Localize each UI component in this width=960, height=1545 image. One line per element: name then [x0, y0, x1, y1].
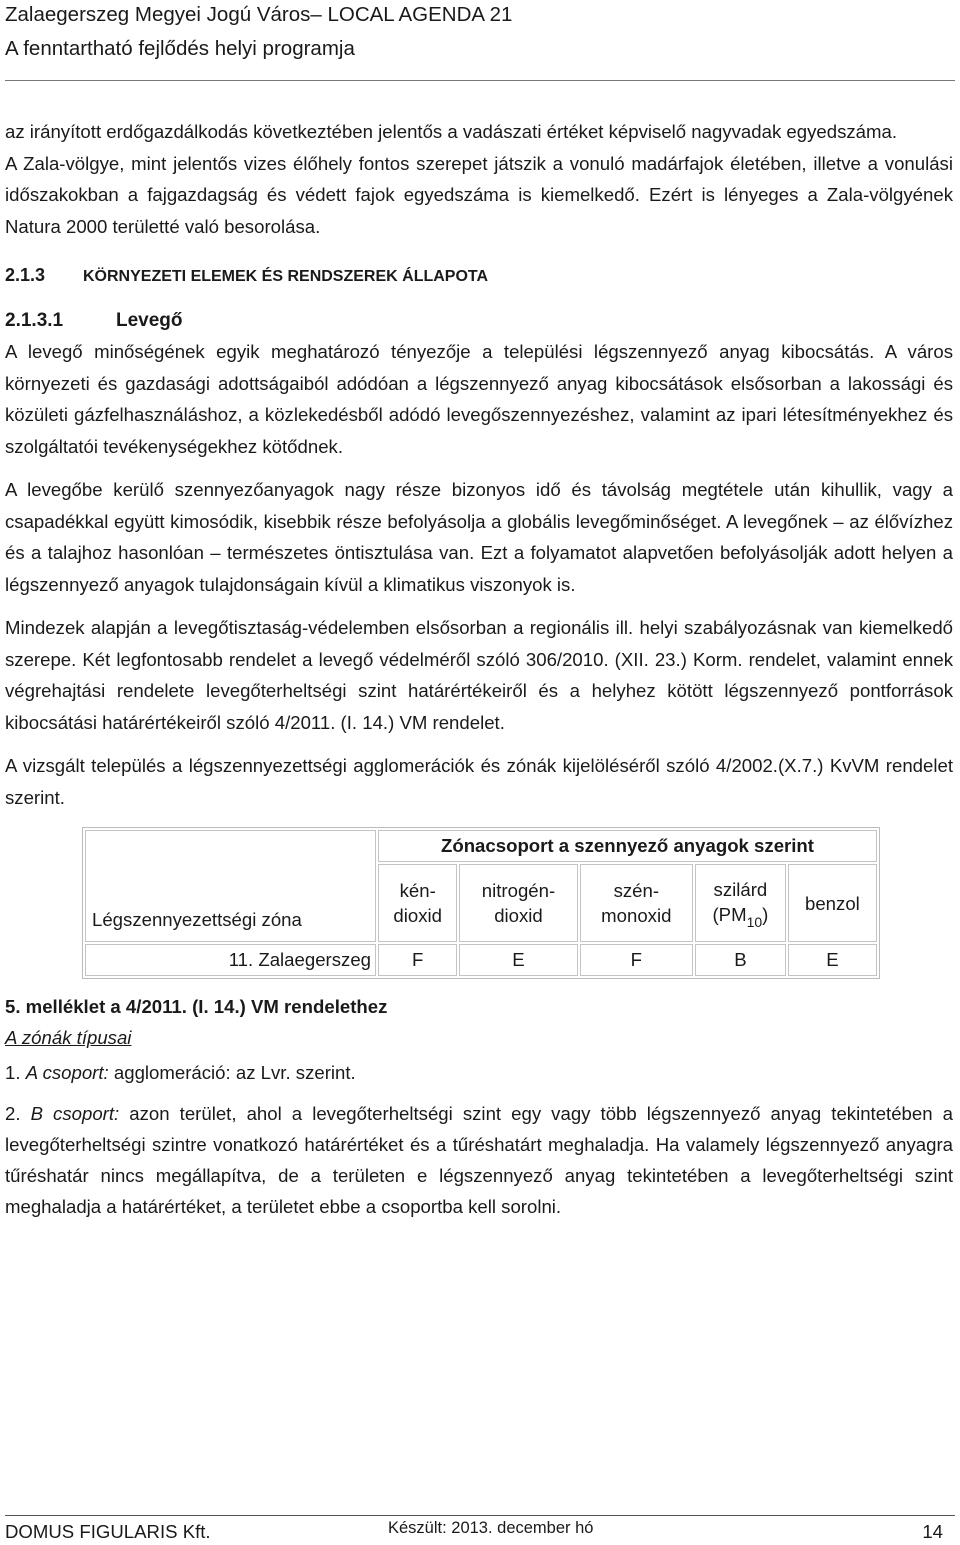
- annex-item-b: 2. B csoport: azon terület, ahol a levegőterheltségi szint egy vagy több légszennyező anyag tekintetében a levegőterheltségi szintre vonatkozó határértéket és a tűréshatárt meghaladja. Ha valamely légszennyező anyagra tűréshatár nincs megállapítva, de a területen e légszennyező anyag tekintetében a levegőterheltségi szint meghaladja a határértéket, a területet ebbe a csoportba kell sorolni.: [5, 1103, 953, 1217]
- page-header: [5, 0, 955, 70]
- page-number: 14: [922, 1521, 943, 1542]
- header-rule: [5, 80, 955, 81]
- section-title: KÖRNYEZETI ELEMEK ÉS RENDSZEREK ÁLLAPOTA: [83, 268, 489, 285]
- col-header-nitrogendioxid: nitrogén- dioxid: [459, 864, 577, 942]
- paragraph-6: A vizsgált település a légszennyezettségi agglomerációk és zónák kijelöléséről szóló 4/2002.(X.7.) KvVM rendelet szerint.: [5, 755, 953, 808]
- section-heading: [5, 260, 953, 293]
- zone-table: [82, 827, 880, 979]
- zone-table-wrapper: [82, 827, 880, 979]
- col-header-szenmonoxid: szén- monoxid: [580, 864, 693, 942]
- annex-section: [5, 991, 953, 1222]
- cell-nitrogendioxid: E: [459, 944, 577, 976]
- col-header-kendioxid: kén- dioxid: [378, 864, 457, 942]
- annex-subtitle-line: [5, 1022, 953, 1053]
- table-row: [85, 944, 877, 976]
- section-number: 2.1.3: [5, 265, 46, 285]
- cell-kendioxid: F: [378, 944, 457, 976]
- col-header-pm10: szilárd $(PM_{10})$: [695, 864, 786, 942]
- table-title: Zónacsoport a szennyező anyagok szerint: [378, 830, 877, 862]
- subsection-number: 2.1.3.1: [5, 309, 64, 331]
- paragraph-4: A levegőbe kerülő szennyezőanyagok nagy része bizonyos idő és távolság megtétele után kihullik, vagy a csapadékkal együtt kimosódik, kisebbik része befolyásolja a globális levegőminőséget. A levegőnek – az élővízhez és a talajhoz hasonlóan – természetes öntisztulása van. Ezt a folyamatot alapvetően befolyásolják adott helyen a légszennyező anyagok tulajdonságain kívül a klimatikus viszonyok is.: [5, 479, 953, 595]
- subsection-title: Levegő: [116, 309, 183, 331]
- annex-title: 5. melléklet a 4/2011. (I. 14.) VM rendelethez: [5, 996, 388, 1017]
- annex-item-a: 1. A csoport: agglomeráció: az Lvr. szerint.: [5, 1062, 356, 1083]
- row-zone: 11. Zalaegerszeg: [85, 944, 376, 976]
- page-footer: [5, 1519, 955, 1541]
- annex-subtitle: A zónák típusai: [5, 1027, 132, 1048]
- subsection-heading: [5, 305, 953, 337]
- cell-benzol: E: [788, 944, 877, 976]
- paragraph-1: az irányított erdőgazdálkodás következtében jelentős a vadászati értéket képviselő nagyvadak egyedszáma.: [5, 121, 898, 142]
- paragraph-3: A levegő minőségének egyik meghatározó tényezője a települési légszennyező anyag kibocsátás. A város környezeti és gazdasági adottságaiból adódóan a légszennyező anyag kibocsátások elsősorban a lakossági és közületi gázfelhasználáshoz, a közlekedésből adódó levegőszennyezéshez, valamint az ipari létesítményekhez és szolgáltatói tevékenységekhez kötődnek.: [5, 341, 953, 457]
- header-subtitle: A fenntartható fejlődés helyi programja: [5, 37, 355, 60]
- cell-szenmonoxid: F: [580, 944, 693, 976]
- zone-header: Légszennyezettségi zóna: [85, 830, 376, 942]
- page-content: [5, 116, 953, 1222]
- paragraph-2: A Zala-völgye, mint jelentős vizes élőhely fontos szerepet játszik a vonuló madárfajok életében, illetve a vonulási időszakokban a fajgazdagság és védett fajok egyedszáma is kiemelkedő. Ezért is lényeges a Zala-völgyének Natura 2000 területté való besorolása.: [5, 152, 953, 237]
- cell-pm10: B: [695, 944, 786, 976]
- header-title: Zalaegerszeg Megyei Jogú Város– LOCAL AGENDA 21: [5, 3, 513, 26]
- footer-company: DOMUS FIGULARIS Kft.: [5, 1521, 211, 1542]
- footer-rule: [5, 1515, 955, 1516]
- paragraph-5: Mindezek alapján a levegőtisztaság-védelemben elsősorban a regionális ill. helyi szabályozásnak van kiemelkedő szerepe. Két legfontosabb rendelet a levegő védelméről szóló 306/2010. (XII. 23.) Korm. rendelet, valamint ennek végrehajtási rendelete levegőterheltségi szint határértékeiről és a helyhez kötött légszennyező pontforrások kibocsátási határértékeiről szóló 4/2011. (I. 14.) VM rendelet.: [5, 617, 953, 733]
- col-header-benzol: benzol: [788, 864, 877, 942]
- footer-date: Készült: 2013. december hó: [388, 1519, 594, 1537]
